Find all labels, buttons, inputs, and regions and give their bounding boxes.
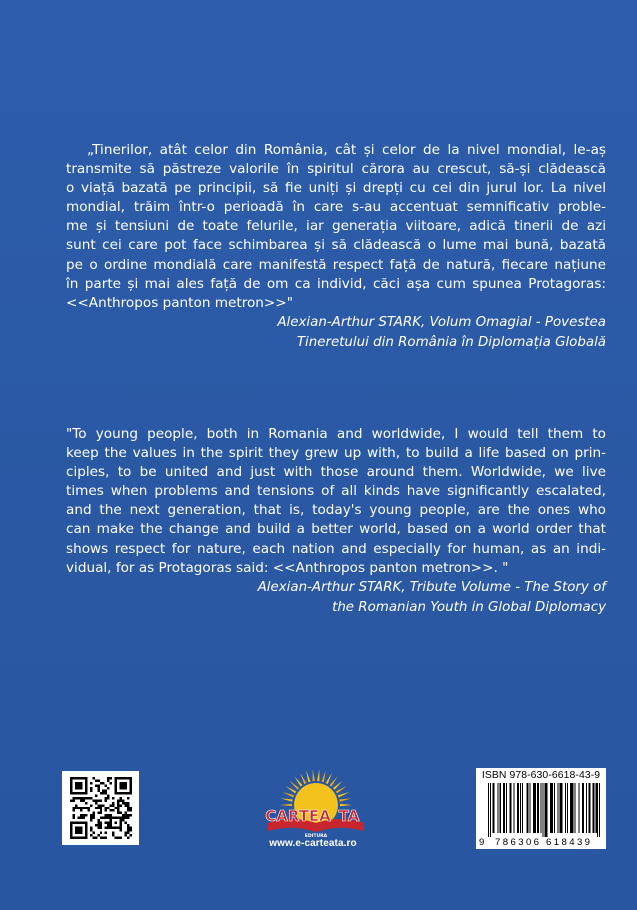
barcode-lead-digit: 9 [479, 837, 485, 848]
attribution-line: the Romanian Youth in Global Diplomacy [332, 600, 606, 616]
quote-line: and the next generation, that is, today's young people, are the ones who [66, 502, 606, 519]
attribution-line: Tineretului din România în Diplomația Globală [296, 335, 606, 351]
logo-subtext: EDITURA [304, 834, 328, 839]
barcode-right-group: 618439 [546, 837, 593, 848]
quote-line: shows respect for nature, each nation and especially for human, as an indi- [66, 540, 606, 557]
isbn-barcode [476, 768, 606, 849]
attribution-line: Alexian-Arthur STARK, Volum Omagial - Povestea [277, 314, 606, 330]
qr-code-icon [70, 777, 132, 839]
logo-wordmark-suffix: TA [338, 807, 360, 825]
quote-english [66, 425, 606, 619]
quote-line: „Tinerilor, atât celor din România, cât și celor de la nivel mondial, le-aș [87, 142, 606, 158]
quote-line: în parte și mai ales față de om ca individ, căci așa cum spunea Protagoras: [66, 275, 606, 292]
isbn-label: ISBN 978-630-6618-43-9 [481, 770, 601, 781]
attribution-line: Alexian-Arthur STARK, Tribute Volume - The Story of [257, 579, 606, 595]
quote-romanian [66, 141, 606, 354]
publisher-url[interactable]: www.e-carteata.ro [269, 838, 357, 849]
quote-romanian-attribution [66, 313, 606, 354]
quote-romanian-text [66, 141, 606, 313]
quote-line: vidual, for as Protagoras said: <<Anthropos panton metron>>. " [66, 559, 509, 576]
barcode-icon [488, 783, 600, 837]
quote-english-text [66, 425, 606, 578]
quote-line: times when problems and tensions of all kinds have significantly escalated, [66, 483, 606, 500]
quote-line: sunt cei care pot face schimbarea și să clădească o lume mai bună, bazată [66, 237, 606, 254]
quote-line: keep the values in the spirit they grew up with, to build a life based on prin- [66, 445, 606, 462]
quote-line: "To young people, both in Romania and worldwide, I would tell them to [66, 426, 606, 442]
quote-line: mondial, trăim într-o perioadă în care s-au accentuat semnificativ proble- [66, 199, 606, 216]
quote-line: me și tensiuni de toate felurile, iar generația viitoare, adică tinerii de azi [66, 218, 606, 235]
quote-english-attribution [66, 578, 606, 619]
quote-line: can make the change and build a better world, based on a world order that [66, 521, 606, 538]
quote-line: transmite să păstreze valorile în spiritul cărora au crescut, să-și clădească [66, 161, 606, 178]
quote-line: ciples, to be united and just with those around them. Worldwide, we live [66, 464, 606, 481]
qr-code[interactable] [62, 771, 139, 845]
quote-line: pe o ordine mondială care manifestă respect față de natură, fiecare națiune [66, 256, 606, 273]
barcode-left-group: 786306 [495, 837, 542, 848]
logo-wordmark: CARTEA [265, 807, 331, 825]
quote-line: <<Anthropos panton metron>>" [66, 294, 293, 311]
quote-line: o viață bazată pe principii, să fie uniți și drepți cu cei din jurul lor. La nivel [66, 180, 606, 197]
